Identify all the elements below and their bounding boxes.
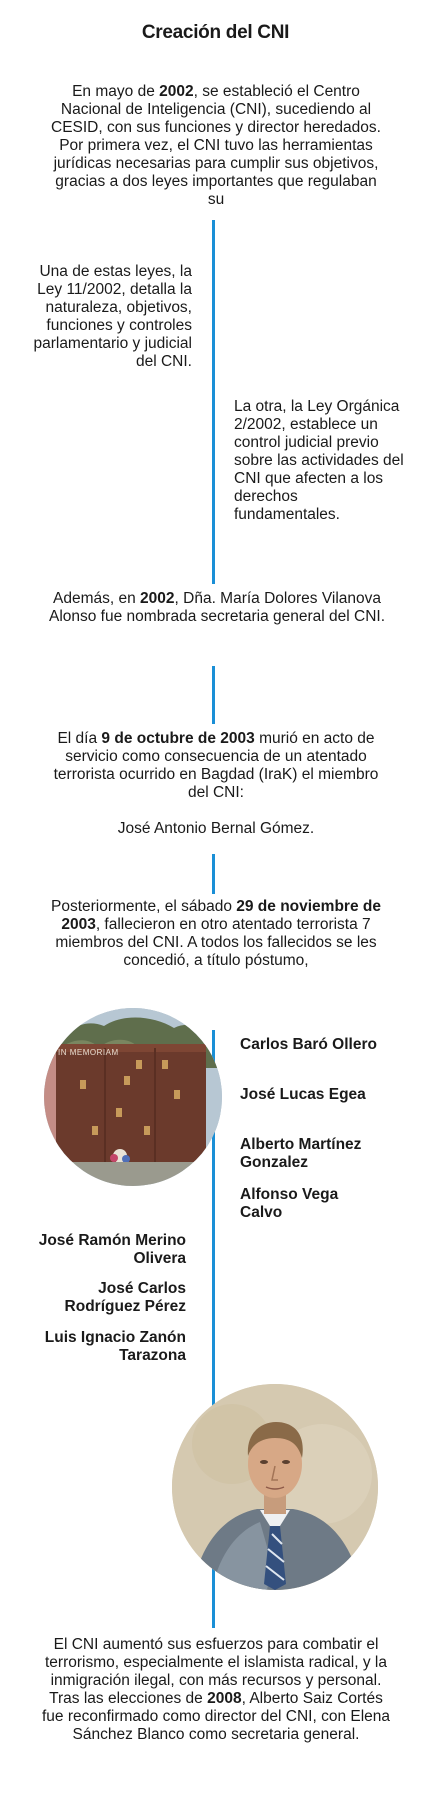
closing-text-rest: , Alberto Saiz Cortés fue reconfirmado como director del CNI, con Elena Sánchez Blanco como secretaria general. <box>41 1690 391 1743</box>
intro-text: En mayo de <box>72 83 160 100</box>
victim-name: José Ramón Merino Olivera <box>38 1232 186 1267</box>
bagdad-paragraph <box>46 730 386 802</box>
secretary-year: 2002 <box>140 590 175 607</box>
attack-text-rest: , fallecieron en otro atentado terrorista 7 miembros del CNI. A todos los fallecidos se les concedió, a título póstumo, <box>55 916 377 969</box>
closing-text: El CNI aumentó sus esfuerzos para combatir el terrorismo, especialmente el islamista radical, y la inmigración ilegal, con más recursos y personal. Tras las elecciones de <box>45 1636 387 1707</box>
secretary-paragraph <box>36 590 398 626</box>
victim-name: José Carlos Rodríguez Pérez <box>64 1280 186 1315</box>
intro-paragraph <box>46 83 386 209</box>
attack-date: 29 de noviembre de 2003 <box>61 898 381 933</box>
bagdad-text: El día <box>57 730 102 747</box>
memorial-inscription: IN MEMORIAM <box>58 1048 119 1057</box>
attack-paragraph <box>40 898 392 970</box>
timeline-line <box>212 854 215 894</box>
page-title: Creación del CNI <box>141 22 290 43</box>
bagdad-text-rest: murió en acto de servicio como consecuencia de un atentado terrorista ocurrido en Bagdad (IraK) el miembro del CNI: <box>53 730 379 801</box>
victim-name: José Lucas Egea <box>240 1086 366 1103</box>
victim-name: Alfonso Vega Calvo <box>240 1186 339 1221</box>
victim-name: Luis Ignacio Zanón Tarazona <box>44 1329 186 1364</box>
memorial-photo <box>44 1008 222 1186</box>
portrait-illustration <box>172 1384 378 1590</box>
closing-year: 2008 <box>207 1690 242 1707</box>
secretary-text-rest: , Dña. María Dolores Vilanova Alonso fue nombrada secretaria general del CNI. <box>48 590 386 625</box>
victim-name: Carlos Baró Ollero <box>240 1036 377 1053</box>
law-11-2002-text: Una de estas leyes, la Ley 11/2002, detalla la naturaleza, objetivos, funciones y controles parlamentario y judicial del CNI. <box>33 263 192 370</box>
bagdad-victim-name: José Antonio Bernal Gómez. <box>117 820 315 837</box>
portrait-painting <box>172 1384 378 1590</box>
timeline-line <box>212 666 215 724</box>
secretary-text: Además, en <box>53 590 141 607</box>
victim-name: Alberto Martínez Gonzalez <box>240 1136 362 1171</box>
timeline-line <box>212 220 215 584</box>
memorial-illustration <box>44 1008 222 1186</box>
bagdad-date: 9 de octubre de 2003 <box>101 730 255 747</box>
intro-text-rest: , se estableció el Centro Nacional de Inteligencia (CNI), sucediendo al CESID, con sus funciones y director heredados. Por primera vez, el CNI tuvo las herramientas jurídicas necesarias para cumplir sus objetivos, gracias a dos leyes importantes que regulaban su <box>51 83 381 208</box>
law-organica-2-2002-text: La otra, la Ley Orgánica 2/2002, establece un control judicial previo sobre las actividades del CNI que afecten a los derechos fundamentales. <box>234 398 404 523</box>
intro-year: 2002 <box>159 83 194 100</box>
attack-text: Posteriormente, el sábado <box>51 898 237 915</box>
closing-paragraph <box>40 1636 392 1744</box>
